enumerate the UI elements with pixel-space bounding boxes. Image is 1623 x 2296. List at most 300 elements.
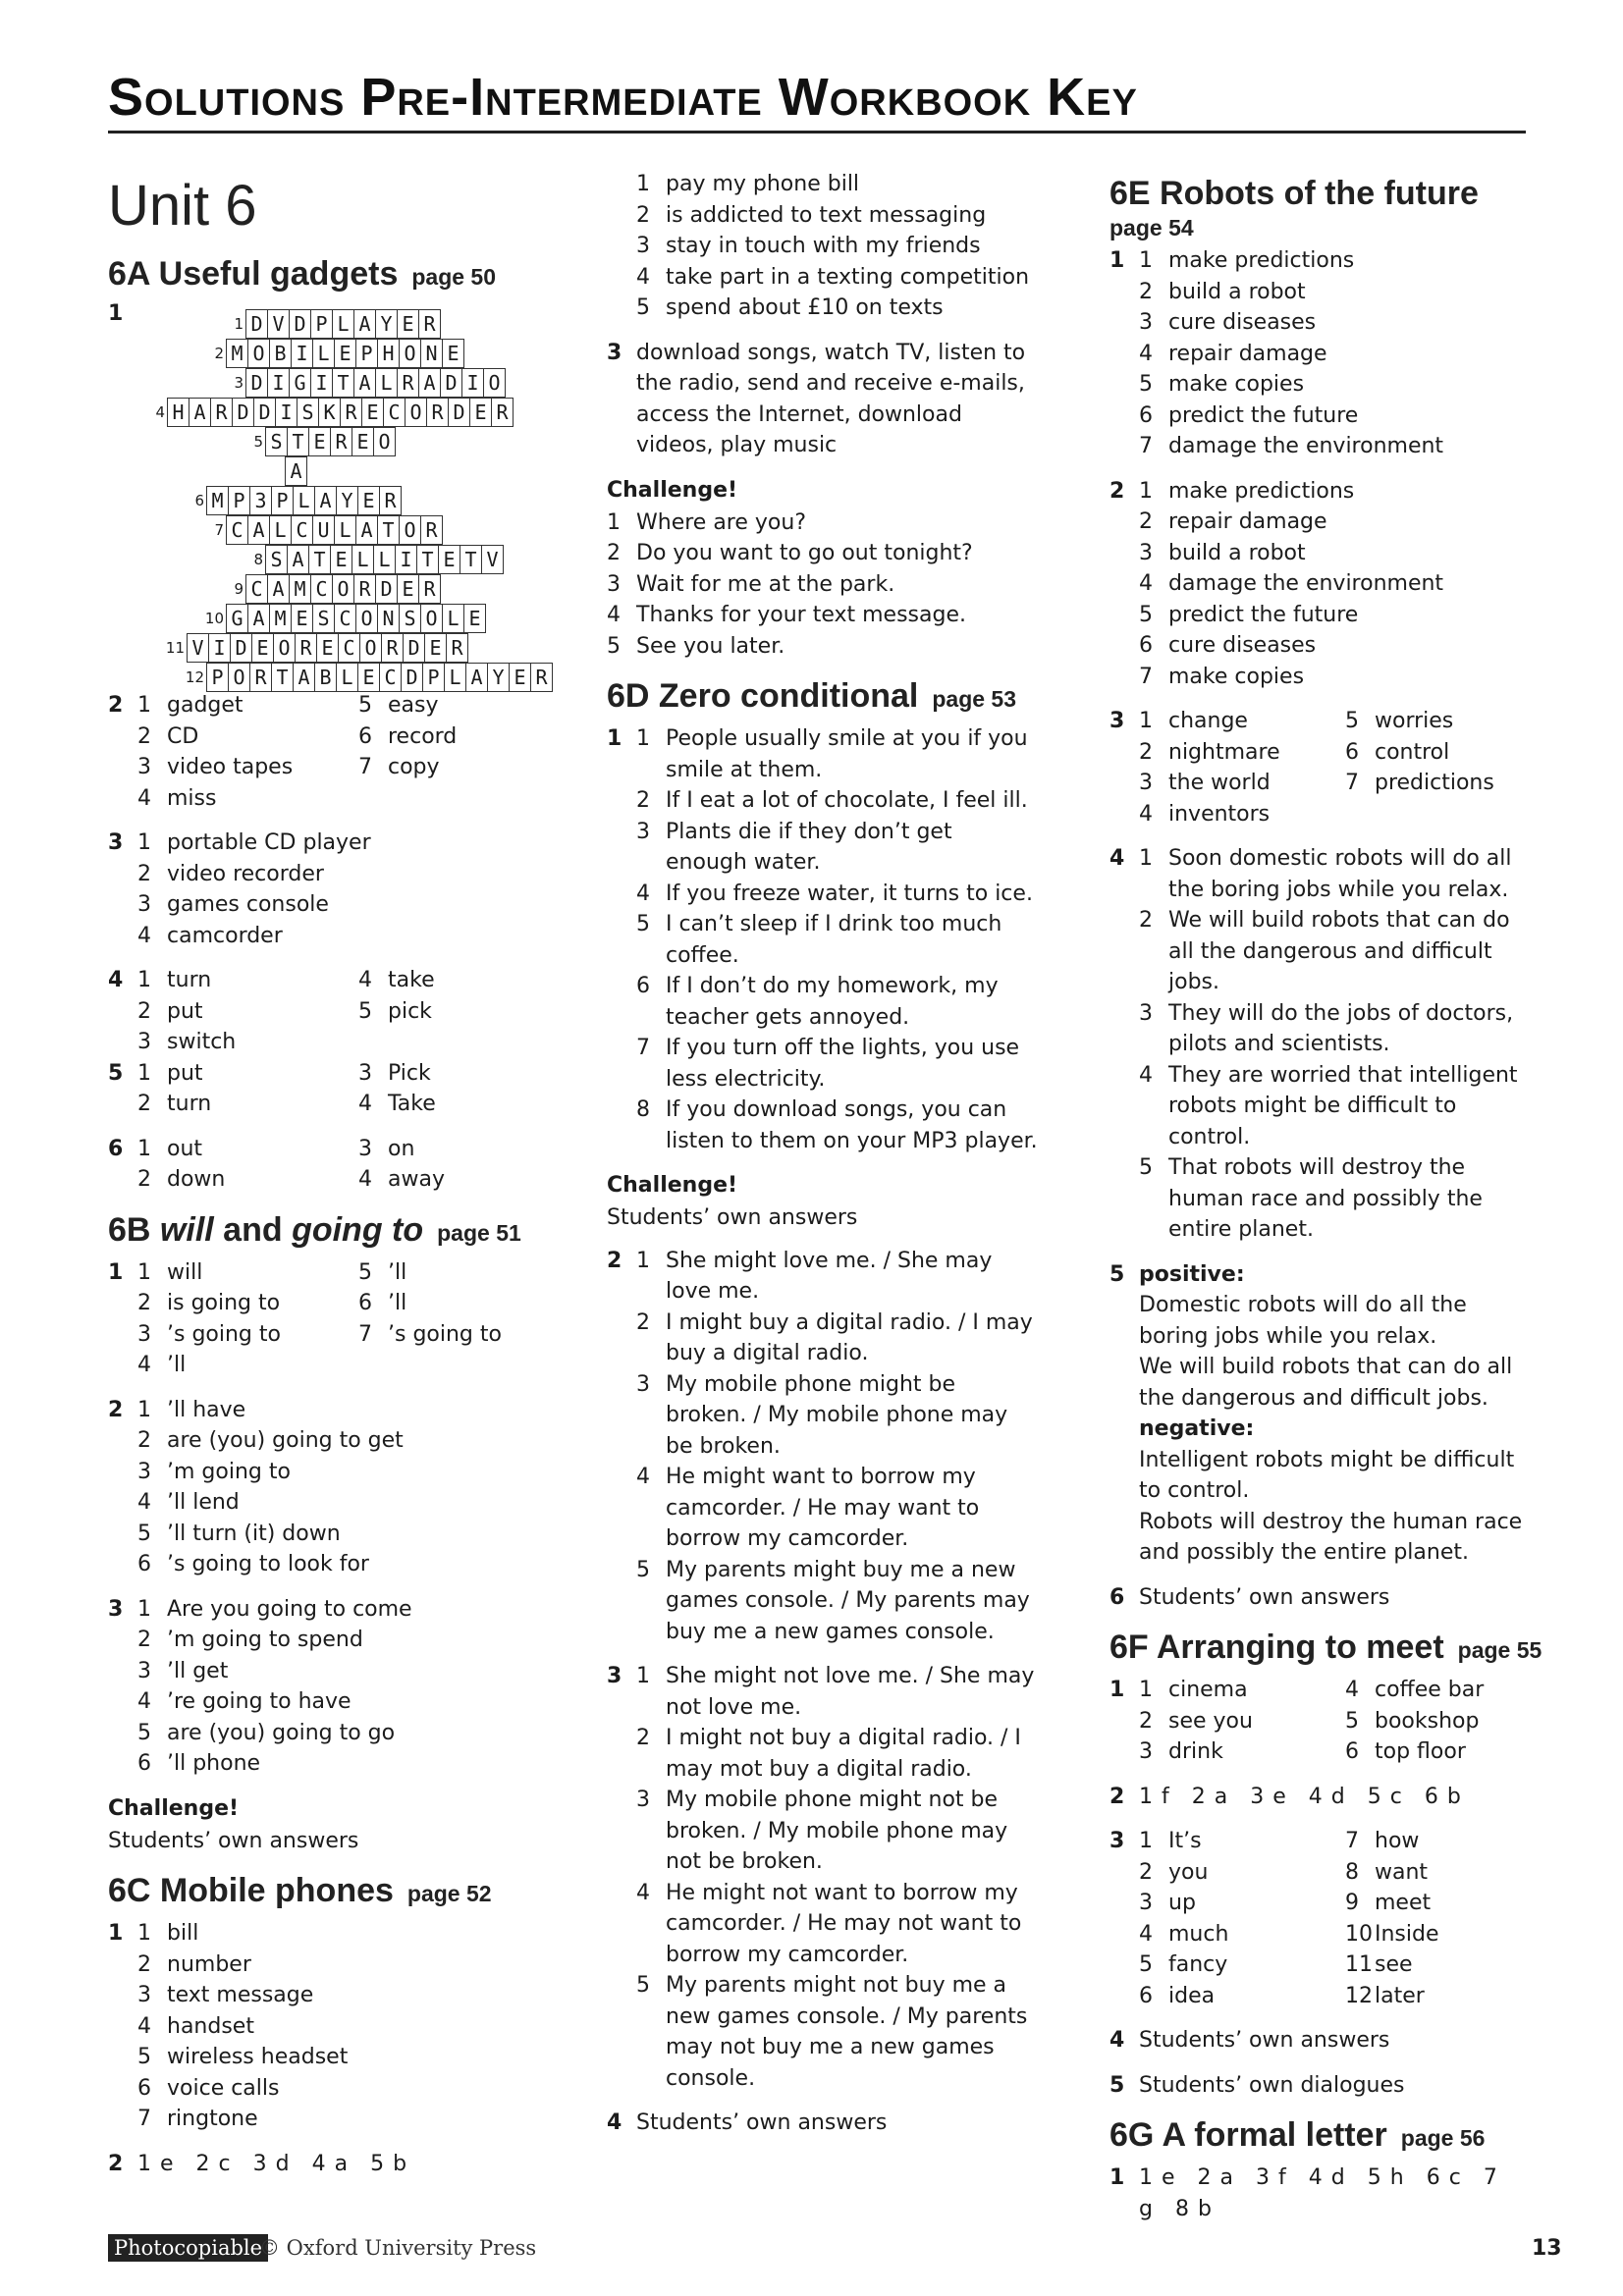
crossword-cell: E [330, 545, 352, 574]
inline-answer [1368, 2165, 1405, 2190]
answer-item [1139, 1675, 1335, 1706]
crossword-cell: D [245, 368, 268, 398]
exercise-number: 4 [1109, 846, 1125, 871]
exercise-number: 2 [108, 2151, 124, 2176]
item-text: predict the future [1168, 602, 1359, 627]
item-number: 6 [1139, 1983, 1153, 2008]
item-text: She might not love me. / She may not love me. [666, 1664, 1035, 1720]
item-text [388, 1350, 569, 1381]
exercise-number: 3 [607, 340, 622, 365]
answer-item [137, 721, 349, 753]
answer-item [358, 783, 569, 815]
item-text: build a robot [1168, 540, 1306, 565]
answer-item [607, 600, 1039, 631]
answer-item [358, 1350, 569, 1381]
item-number: 2 [636, 1726, 650, 1750]
item-text: He might want to borrow my camcorder. / He may want to borrow my camcorder. [666, 1465, 980, 1551]
answer-item [137, 1288, 349, 1319]
item-text: It’s [1168, 1829, 1202, 1853]
crossword-cell: E [308, 427, 331, 456]
section-6b-title [108, 1209, 569, 1254]
column-1 [108, 169, 569, 2193]
crossword-cell: P [228, 486, 250, 515]
item-text: a [1214, 1784, 1229, 1809]
inline-answer [1309, 1785, 1346, 1809]
answer-item [636, 785, 1039, 817]
exercise-number: 3 [1109, 709, 1125, 733]
crossword-cell: I [395, 545, 417, 574]
item-number: 1 [137, 1921, 151, 1946]
crossword-cell: I [310, 368, 333, 398]
item-text: coffee bar [1375, 1678, 1485, 1702]
item-text: later [1375, 1983, 1425, 2008]
exercise-number: 1 [607, 726, 622, 751]
answer-item [636, 1369, 1039, 1463]
crossword-cell: L [375, 368, 398, 398]
item-text: b [393, 2151, 408, 2176]
crossword-cell: A [418, 368, 441, 398]
item-number: 3 [137, 1030, 151, 1054]
crossword-row [245, 368, 505, 398]
crossword-cell: H [167, 398, 189, 427]
item-text: ’ll phone [167, 1751, 261, 1776]
crossword-cell: V [187, 633, 209, 663]
crossword-cell: L [444, 663, 466, 692]
item-number: 2 [137, 1291, 151, 1315]
item-text: video tapes [167, 755, 294, 779]
item-number: 1 [1139, 709, 1153, 733]
answer-item [137, 1487, 569, 1519]
item-text: worries [1375, 709, 1454, 733]
crossword-cell: T [287, 427, 309, 456]
item-number: 2 [137, 1628, 151, 1652]
item-text: stay in touch with my friends [666, 234, 981, 258]
crossword-cell: S [265, 545, 288, 574]
crossword-cell: O [359, 633, 382, 663]
item-number: 6 [1424, 1784, 1439, 1809]
answer-item [1139, 706, 1335, 737]
crossword-row [245, 574, 440, 604]
item-number: 2 [1191, 1784, 1207, 1809]
crossword-grid [108, 301, 569, 690]
item-number: 4 [1139, 571, 1153, 596]
answer-item [358, 965, 569, 996]
item-text: If you freeze water, it turns to ice. [666, 881, 1033, 906]
crossword-cell: A [285, 456, 307, 486]
crossword-cell: M [289, 574, 311, 604]
item-number: 6 [1139, 633, 1153, 658]
6d-exercise-4 [607, 2108, 1039, 2139]
item-text: wireless headset [167, 2045, 349, 2069]
item-text: That robots will destroy the human race and possibly the entire planet. [1168, 1155, 1483, 1242]
item-text: Thanks for your text message. [636, 603, 966, 627]
crossword-clue-number: 5 [253, 433, 263, 451]
item-number: 2 [1139, 509, 1153, 534]
item-number: 1 [137, 1397, 151, 1422]
answer-item [1345, 1736, 1542, 1768]
crossword-cell: D [448, 398, 470, 427]
negative-sentence: Intelligent robots might be difficult to control. [1139, 1447, 1515, 1503]
item-text: f [1278, 2165, 1287, 2190]
crossword-cell: D [245, 309, 268, 339]
6d-challenge-label: Challenge! [607, 1173, 738, 1198]
answer-item [137, 1457, 569, 1488]
exercise-text: Students’ own dialogues [1139, 2072, 1405, 2098]
crossword-cell: E [352, 427, 374, 456]
item-number: 5 [1345, 1708, 1359, 1734]
6b-challenge-text: Students’ own answers [108, 1828, 359, 1853]
item-number: 6 [1139, 402, 1153, 428]
crossword-cell: E [357, 663, 380, 692]
crossword-row [226, 339, 463, 368]
item-number: 2 [1139, 739, 1153, 765]
exercise-number: 1 [108, 1259, 124, 1285]
exercise-number: 6 [1109, 1584, 1125, 1610]
exercise-number: 3 [1109, 1829, 1125, 1853]
positive-sentence: Domestic robots will do all the boring jobs while you relax. [1139, 1293, 1467, 1349]
crossword-cell: R [420, 515, 443, 545]
6e-exercise-4 [1109, 843, 1542, 1246]
inline-answer [1368, 1785, 1403, 1809]
item-number: 4 [137, 785, 151, 811]
item-number: 2 [636, 788, 650, 813]
crossword-cell: O [273, 633, 296, 663]
item-text: much [1168, 1921, 1229, 1947]
answer-item [1139, 277, 1542, 308]
item-number: 4 [137, 923, 151, 948]
crossword-cell: V [267, 309, 290, 339]
crossword-cell: S [312, 604, 335, 633]
item-text: drink [1168, 1739, 1223, 1764]
item-number: 5 [1367, 1784, 1382, 1809]
exercise-number: 5 [1109, 1261, 1125, 1287]
item-number: 5 [636, 1973, 650, 1998]
item-number: 5 [636, 295, 650, 320]
item-number: 2 [1139, 1708, 1153, 1734]
answer-item [137, 965, 349, 996]
item-number: 7 [1139, 664, 1153, 689]
item-number: 1 [1139, 846, 1153, 871]
crossword-cell: P [206, 663, 229, 692]
exercise-number: 4 [1109, 2028, 1125, 2053]
crossword-cell: D [253, 398, 276, 427]
item-text: pick [388, 998, 432, 1024]
crossword-cell: L [373, 545, 396, 574]
6a-exercise-3 [108, 828, 569, 951]
answer-item [1139, 568, 1542, 600]
item-text: d [275, 2151, 291, 2176]
item-number: 5 [636, 912, 650, 936]
item-number: 1 [137, 1596, 151, 1622]
answer-item [137, 859, 569, 890]
inline-answer [1256, 2165, 1287, 2190]
crossword-cell: A [314, 486, 337, 515]
crossword-cell: Y [336, 486, 358, 515]
item-text: ’s going to [388, 1321, 502, 1347]
item-text: portable CD player [167, 830, 371, 855]
crossword-clue-number: 6 [194, 492, 204, 509]
item-text: c [1448, 2165, 1462, 2190]
crossword-cell: D [230, 633, 252, 663]
section-6b-heading-b: will [159, 1210, 214, 1249]
crossword-row [167, 398, 513, 427]
inline-answer [1425, 1785, 1462, 1809]
item-text: handset [167, 2013, 254, 2039]
inline-answer [370, 2152, 407, 2176]
item-number: 5 [1345, 709, 1359, 733]
answer-item [137, 1718, 569, 1749]
answer-item [636, 1555, 1039, 1648]
item-text: repair damage [1168, 509, 1327, 534]
column-3 [1109, 169, 1542, 2238]
crossword-row [206, 486, 401, 515]
crossword-cell: P [271, 486, 294, 515]
item-text: e [1162, 2165, 1176, 2190]
crossword-exercise-number: 1 [108, 301, 124, 326]
item-text: g [1139, 2196, 1154, 2221]
crossword-cell: D [375, 574, 398, 604]
answer-item [1139, 400, 1542, 432]
item-number: 7 [636, 1036, 650, 1060]
section-6f-page: page 55 [1457, 1637, 1542, 1663]
crossword-cell: M [206, 486, 229, 515]
answer-item [137, 1748, 569, 1780]
item-text: you [1168, 1859, 1209, 1885]
item-number: 2 [137, 861, 151, 886]
answer-item [636, 1246, 1039, 1308]
6c-exercise-3 [607, 338, 1039, 461]
item-number: 2 [137, 1092, 151, 1116]
item-number: 3 [636, 1371, 650, 1397]
crossword-cell: L [293, 486, 315, 515]
answer-item [607, 507, 1039, 539]
item-text: h [1389, 2165, 1405, 2190]
crossword-cell: I [208, 633, 231, 663]
item-text: nightmare [1168, 739, 1280, 765]
crossword-cell: C [310, 574, 333, 604]
crossword-cell: R [418, 574, 441, 604]
answer-item [137, 1686, 569, 1718]
page-number: 13 [1532, 2236, 1562, 2261]
answer-item [137, 2073, 569, 2105]
answer-item [358, 752, 569, 783]
answer-item [636, 817, 1039, 879]
answer-item [137, 1980, 569, 2011]
positive-label: positive: [1139, 1261, 1245, 1287]
item-number: 4 [311, 2151, 327, 2176]
item-number: 3 [1139, 1739, 1153, 1764]
item-text: Do you want to go out tonight? [636, 541, 973, 565]
crossword-clue-number: 10 [204, 610, 224, 627]
item-number: 3 [358, 1136, 372, 1161]
crossword-cell: R [340, 398, 362, 427]
negative-sentence: Robots will destroy the human race and possibly the entire planet. [1139, 1509, 1523, 1565]
item-number: 3 [358, 1060, 372, 1086]
answer-item [636, 200, 1039, 232]
answer-item [137, 752, 349, 783]
item-text: ’s going to look for [167, 1552, 369, 1576]
crossword-cell: R [381, 633, 404, 663]
item-text: cure diseases [1168, 310, 1317, 335]
crossword-cell: A [465, 663, 488, 692]
item-text: is going to [167, 1291, 281, 1315]
item-number: 5 [358, 1259, 372, 1285]
answer-item [1139, 737, 1335, 769]
item-text: up [1168, 1891, 1196, 1915]
item-text: put [167, 998, 203, 1024]
item-text: ’ll [388, 1259, 407, 1285]
crossword-cell: T [460, 545, 482, 574]
section-6f-heading: 6F Arranging to meet [1109, 1629, 1444, 1666]
item-number: 8 [1174, 2196, 1190, 2221]
6e-exercise-3 [1109, 706, 1542, 829]
exercise-number: 4 [607, 2110, 622, 2135]
item-number: 4 [1345, 1678, 1359, 1702]
page-header-title: Solutions Pre-Intermediate Workbook Key [108, 68, 1138, 127]
crossword-cell: R [418, 309, 441, 339]
section-6b-heading-d: going to [292, 1210, 424, 1249]
answer-item [1139, 307, 1542, 339]
crossword-cell: M [269, 604, 292, 633]
item-number: 3 [1139, 540, 1153, 565]
crossword-cell: S [265, 427, 288, 456]
answer-item [137, 1918, 569, 1949]
item-text: She might love me. / She may love me. [666, 1248, 993, 1304]
answer-item [1139, 843, 1542, 905]
item-number: 1 [636, 726, 650, 751]
item-number: 1 [137, 1136, 151, 1161]
exercise-number: 1 [1109, 2165, 1125, 2190]
item-text: make copies [1168, 372, 1305, 397]
item-text: away [388, 1167, 445, 1192]
item-text: ’m going to [167, 1459, 291, 1484]
item-number: 4 [1139, 1062, 1153, 1088]
crossword-cell: A [293, 663, 315, 692]
crossword-cell: E [334, 339, 356, 368]
item-number: 4 [636, 1880, 650, 1905]
crossword-cell: M [226, 339, 248, 368]
item-number: 5 [636, 1557, 650, 1582]
crossword-cell: R [397, 368, 419, 398]
crossword-cell: I [461, 368, 484, 398]
item-number: 1 [1139, 1829, 1153, 1853]
6c-exercise-2-continued [607, 169, 1039, 324]
item-number: 2 [607, 541, 621, 565]
answer-item [1139, 1949, 1335, 1981]
item-text: a [1219, 2165, 1235, 2190]
answer-item [636, 262, 1039, 294]
answer-item [1139, 245, 1542, 277]
item-text: Wait for me at the park. [636, 571, 895, 597]
answer-item [636, 1462, 1039, 1555]
answer-item [1139, 507, 1542, 538]
answer-item [1139, 476, 1542, 507]
answer-item [607, 631, 1039, 663]
answer-item [1345, 1706, 1542, 1737]
exercise-number: 6 [108, 1136, 124, 1161]
item-text: ’ll [167, 1353, 187, 1377]
answer-item [137, 996, 349, 1028]
item-number: 7 [358, 1321, 372, 1347]
item-number: 10 [1345, 1921, 1373, 1947]
item-text: ’s going to [167, 1321, 281, 1347]
answer-item [358, 1319, 569, 1351]
item-number: 4 [137, 1490, 151, 1515]
crossword-cell: 3 [249, 486, 272, 515]
answer-item [358, 1089, 569, 1120]
item-number [358, 1350, 388, 1381]
crossword-row [226, 604, 485, 633]
section-6e-page: page 54 [1109, 215, 1194, 240]
6a-exercise-2 [108, 690, 569, 814]
crossword-cell: A [267, 574, 290, 604]
answer-item [1139, 998, 1542, 1060]
crossword-cell: C [383, 398, 406, 427]
item-text: idea [1168, 1983, 1216, 2008]
item-number: 1 [137, 968, 151, 992]
answer-item [1139, 1888, 1335, 1919]
item-text: turn [167, 1092, 212, 1116]
item-number: 1 [1139, 478, 1153, 504]
item-number: 1 [1139, 2165, 1154, 2190]
answer-item [1345, 1826, 1542, 1857]
item-text: Inside [1375, 1921, 1439, 1947]
item-number: 1 [1139, 1678, 1153, 1702]
crossword-cell: I [291, 339, 313, 368]
crossword-cell: T [332, 368, 354, 398]
item-number: 2 [195, 2151, 211, 2176]
inline-answer [1175, 2197, 1213, 2221]
exercise-number: 2 [1109, 1784, 1125, 1809]
exercise-number: 2 [108, 693, 124, 718]
item-text: turn [167, 968, 212, 992]
answer-item [1139, 905, 1542, 998]
answer-item [607, 569, 1039, 601]
exercise-text: download songs, watch TV, listen to the radio, send and receive e-mails, access the Internet, download videos, play music [636, 340, 1026, 457]
item-number [1345, 799, 1375, 830]
answer-item [1345, 1981, 1542, 2012]
crossword-cell: A [247, 604, 270, 633]
inline-answer [1198, 2165, 1234, 2190]
crossword-clue-number: 12 [185, 668, 204, 686]
item-number: 1 [636, 172, 650, 196]
section-6c-page: page 52 [406, 1881, 492, 1906]
item-text: If you download songs, you can listen to them on your MP3 player. [666, 1097, 1038, 1153]
crossword-cell: E [397, 309, 419, 339]
item-text: f [1162, 1784, 1170, 1809]
answer-item [1139, 431, 1542, 462]
item-number: 1 [137, 830, 151, 855]
item-number: 3 [636, 234, 650, 258]
item-text [1375, 799, 1542, 830]
item-text: ’m going to spend [167, 1628, 363, 1652]
inline-answer [312, 2152, 349, 2176]
item-text: e [1272, 1784, 1287, 1809]
crossword-cell: E [509, 663, 531, 692]
item-text: are (you) going to go [167, 1720, 396, 1745]
item-text: predict the future [1168, 402, 1359, 428]
item-number: 5 [137, 1521, 151, 1546]
item-number: 2 [1139, 1859, 1153, 1885]
item-number: 2 [137, 1167, 151, 1192]
crossword-cell: P [355, 339, 378, 368]
crossword-cell: C [338, 633, 360, 663]
item-number: 1 [1139, 248, 1153, 273]
item-text: Where are you? [636, 509, 806, 535]
item-text: My parents might not buy me a new games console. / My parents may not buy me a new games console. [666, 1973, 1028, 2091]
crossword-cell: O [228, 663, 250, 692]
crossword-cell: O [399, 339, 421, 368]
